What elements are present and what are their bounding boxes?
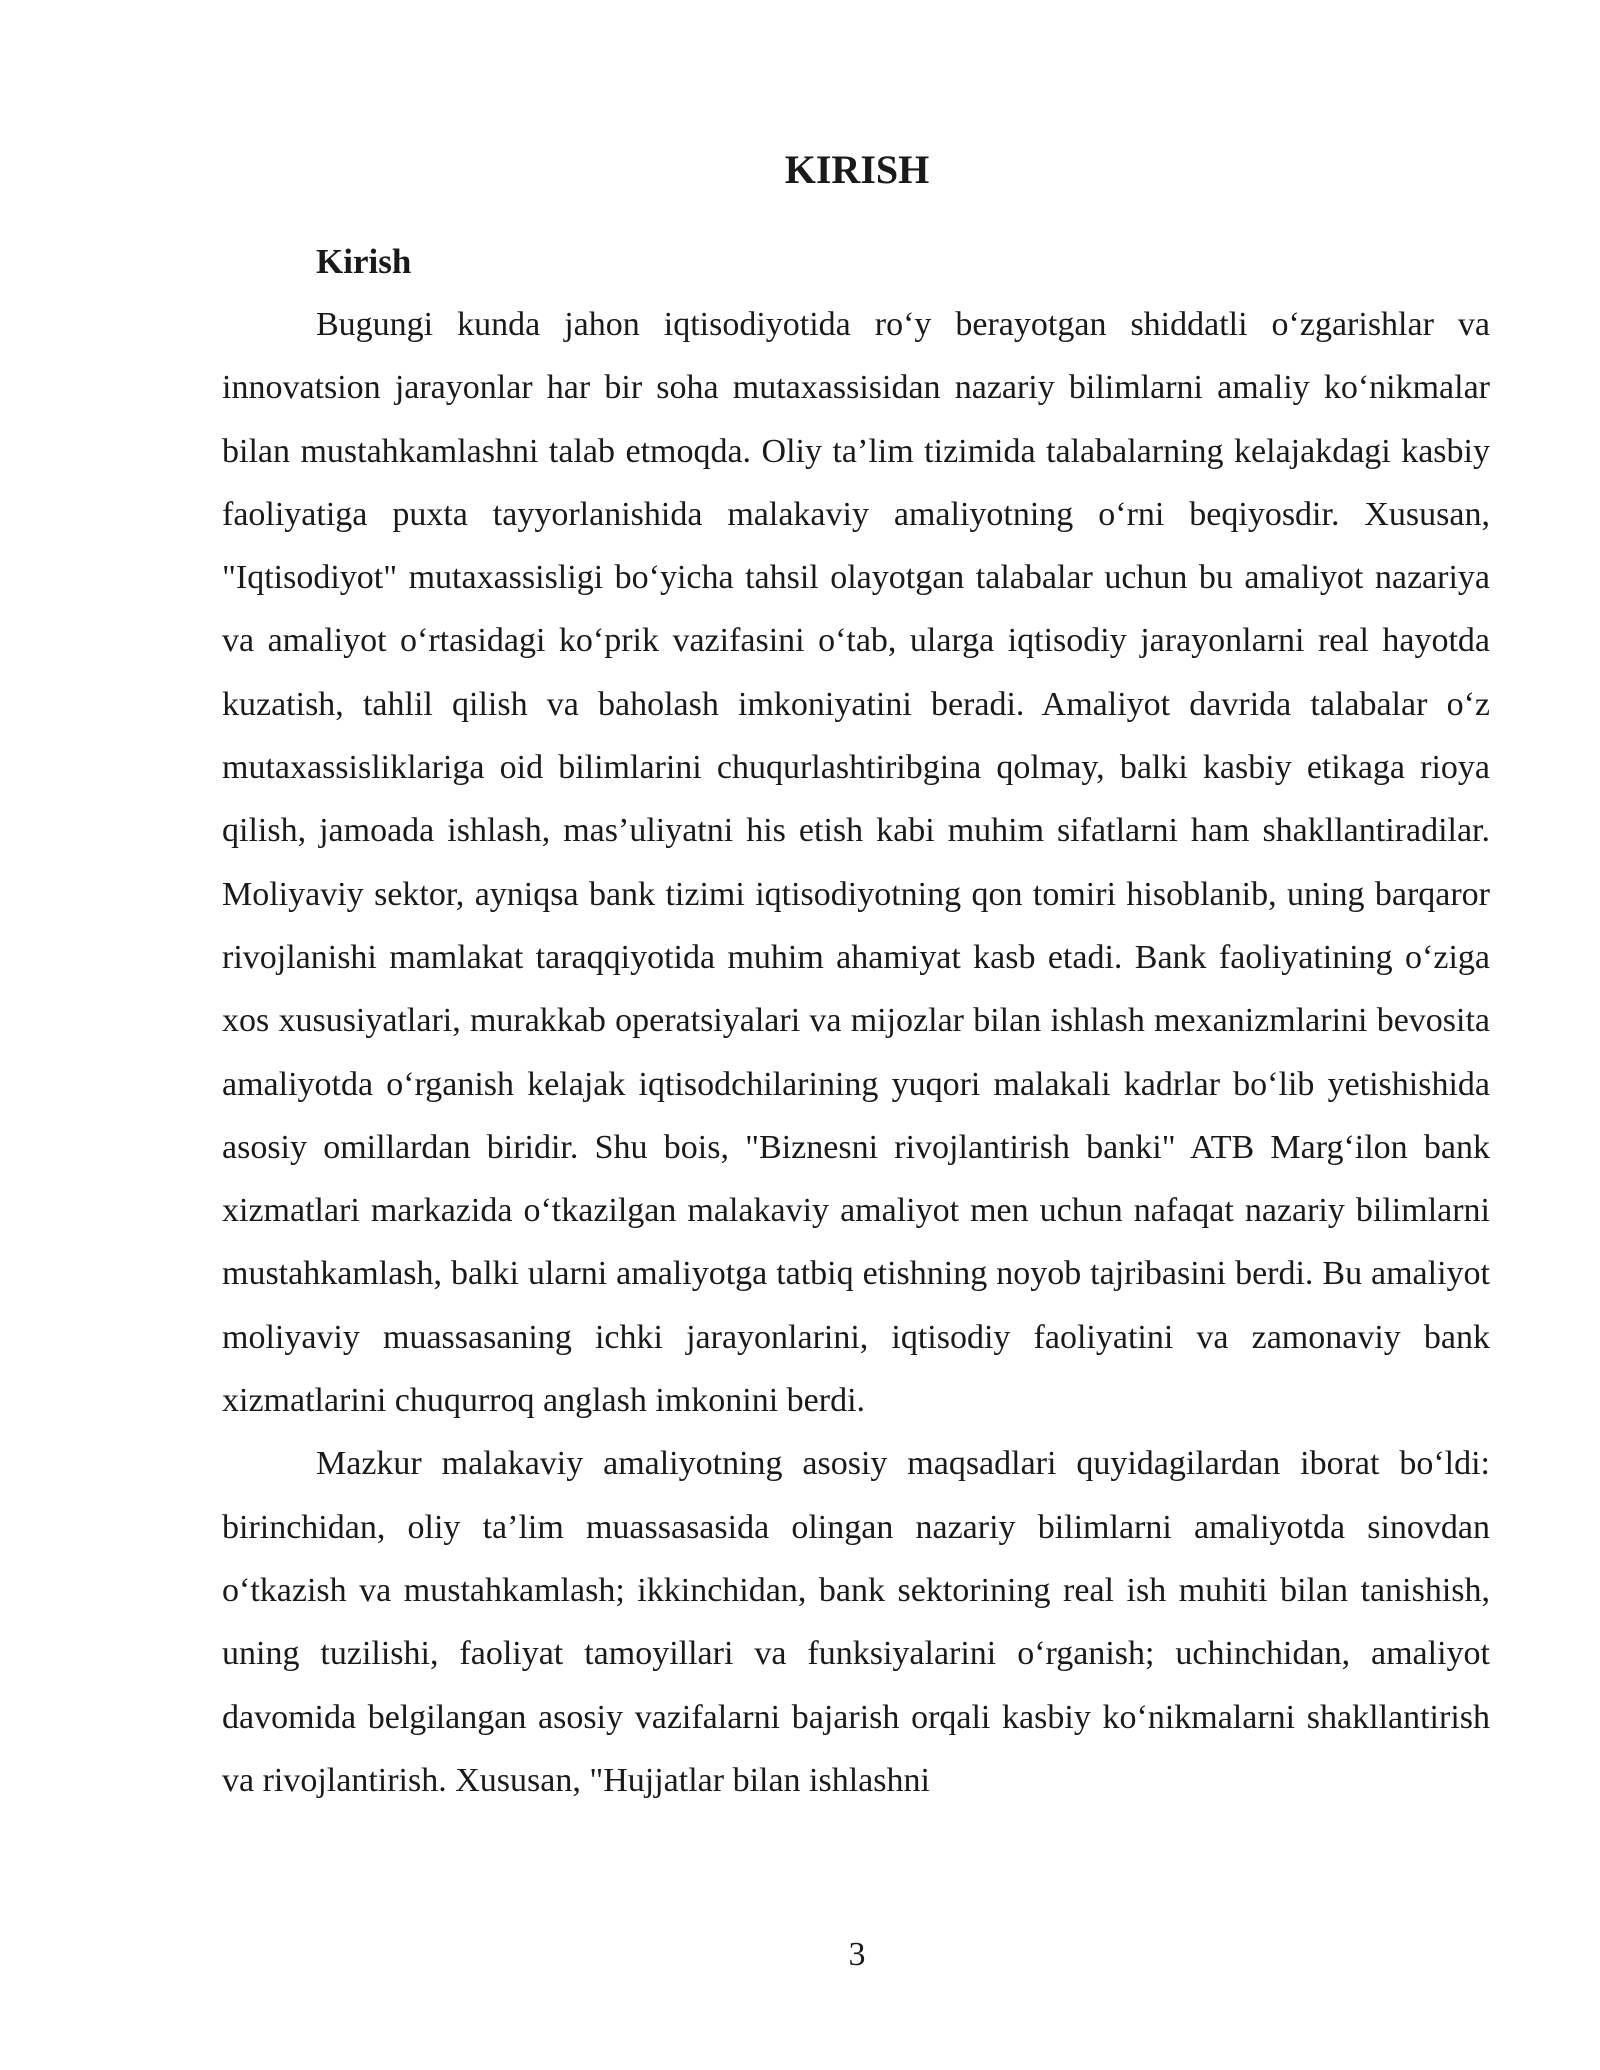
page-title: KIRISH (784, 147, 930, 192)
document-body (222, 230, 1490, 1812)
paragraph-objectives: Mazkur malakaviy amaliyotning asosiy maqsadlari quyidagilardan iborat bo‘ldi: birinchidan, oliy ta’lim muassasasida olingan nazariy bilimlarni amaliyotda sinovdan o‘tkazish va mustahkamlash; ikkinchidan, bank sektorining real ish muhiti bilan tanishish, uning tuzilishi, faoliyat tamoyillari va funksiyalarini o‘rganish; uchinchidan, amaliyot davomida belgilangan asosiy vazifalarni bajarish orqali kasbiy ko‘nikmalarni shakllantirish va rivojlantirish. Xususan, "Hujjatlar bilan ishlashni (222, 1445, 1490, 1799)
section-subheading: Kirish (316, 242, 412, 281)
page-number: 3 (848, 1936, 866, 1973)
paragraph-introduction: Bugungi kunda jahon iqtisodiyotida ro‘y berayotgan shiddatli o‘zgarishlar va innovatsion jarayonlar har bir soha mutaxassisidan nazariy bilimlarni amaliy ko‘nikmalar bilan mustahkamlashni talab etmoqda. Oliy ta’lim tizimida talabalarning kelajakdagi kasbiy faoliyatiga puxta tayyorlanishida malakaviy amaliyotning o‘rni beqiyosdir. Xususan, "Iqtisodiyot" mutaxassisligi bo‘yicha tahsil olayotgan talabalar uchun bu amaliyot nazariya va amaliyot o‘rtasidagi ko‘prik vazifasini o‘tab, ularga iqtisodiy jarayonlarni real hayotda kuzatish, tahlil qilish va baholash imkoniyatini beradi. Amaliyot davrida talabalar o‘z mutaxassisliklariga oid bilimlarini chuqurlashtiribgina qolmay, balki kasbiy etikaga rioya qilish, jamoada ishlash, mas’uliyatni his etish kabi muhim sifatlarni ham shakllantiradilar. Moliyaviy sektor, ayniqsa bank tizimi iqtisodiyotning qon tomiri hisoblanib, uning barqaror rivojlanishi mamlakat taraqqiyotida muhim ahamiyat kasb etadi. Bank faoliyatining o‘ziga xos xususiyatlari, murakkab operatsiyalari va mijozlar bilan ishlash mexanizmlarini bevosita amaliyotda o‘rganish kelajak iqtisodchilarining yuqori malakali kadrlar bo‘lib yetishishida asosiy omillardan biridir. Shu bois, "Biznesni rivojlantirish banki" ATB Marg‘ilon bank xizmatlari markazida o‘tkazilgan malakaviy amaliyot men uchun nafaqat nazariy bilimlarni mustahkamlash, balki ularni amaliyotga tatbiq etishning noyob tajribasini berdi. Bu amaliyot moliyaviy muassasaning ichki jarayonlarini, iqtisodiy faoliyatini va zamonaviy bank xizmatlarini chuqurroq anglash imkonini berdi. (222, 306, 1490, 1420)
